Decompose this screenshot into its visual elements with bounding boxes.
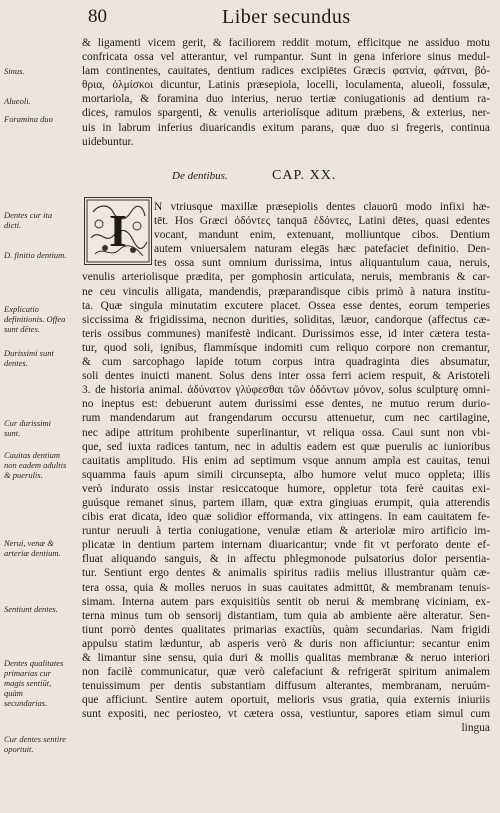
margin-note: Cauitas dentium non eadem adultis & puerulis. [4, 450, 67, 480]
margin-note: Sinus. [4, 66, 25, 76]
margin-note: Cur dentes sentire oportuit. [4, 734, 67, 754]
margin-note: Foramina duo [4, 114, 53, 124]
text-line: uis in labrum inferius diuaricandis exitum parans, quæ duo si fregeris, continua [82, 121, 490, 134]
text-line: ne ceu vinculis alligata, mandendis, præparandisque cibis primò à natura institu- [82, 285, 490, 298]
text-line: plicatæ in dentium partem internam diuaricantur; vnde fit vt perforato dente ef- [82, 539, 490, 552]
text-line: cibis erat dicata, ideo quæ solidior efformanda, vix attingens. In eam cauitatem fe- [82, 511, 490, 524]
text-line: tiunt porrò dentes qualitates primarias exactiùs, quàm secundarias. Nam frigidi [82, 623, 490, 636]
page-number: 80 [88, 6, 107, 27]
margin-note: D. finitio dentium. [4, 250, 67, 260]
text-line: lam continentes, cauitates, dentium radices excipiētes Græcis φατνία, φάτναι, βό- [82, 65, 490, 78]
chapter-body [82, 200, 490, 736]
top-paragraph [82, 36, 490, 149]
text-line: & cum sarcophago lapide totum corpus intra quadraginta dies absumatur, [82, 356, 490, 369]
margin-note: Dentes qualitates primarias cur magis sentiūt, quàm secundarias. [4, 658, 64, 708]
text-line: teris ossibus communes) manifestè indicant. Durissimos esse, id inter cætera testa- [82, 327, 490, 340]
text-line: tera ossa, quia & molles neruos in suas cauitates admittūt, & membranam tenuis- [82, 581, 490, 594]
text-line: terna minus tum ob sensorij distantiam, tum quia ab ambiente aëre alteratur. Sen- [82, 609, 490, 622]
text-line: uidebuntur. [82, 135, 134, 148]
text-line: tur. Sentiunt ergo dentes & animalis spiritus radiis melius illustrantur quàm cæ- [82, 567, 490, 580]
text-line: appulsu statim læduntur, ab asperis verò & duris non afficiuntur: secantur enim [82, 637, 490, 650]
text-line: vocant, mandunt enim, extenuant, molliuntque cibos. Dentium [154, 229, 490, 242]
text-line: sunt expositi, nec periosteo, vt cætera ossa, vestiuntur, sapores etiam simul cum [82, 708, 490, 721]
catchword: lingua [461, 722, 490, 735]
text-line: tēt. Hos Græci ὀδόντες tanquā ἐδόντες, Latini dētes, quasi edentes [154, 215, 490, 228]
margin-note: Explicatio definitionis. Offea sunt dētes. [4, 304, 66, 334]
initial-letter: I [109, 205, 127, 256]
text-line: 3. de historia animal. ἀδύνατον γλύφεσθαι τῶν ὀδόντων μόνον, solus sculpturę omni- [82, 384, 490, 397]
text-line: que, sed iuxta radices tantum, nec in adultis eadem est quæ puerulis ac iunioribus [82, 440, 490, 453]
margin-note: Cur durissimi sunt. [4, 418, 51, 438]
text-line: rum mandendarum aut frangendarum occursu attenuetur, cum nec cartilagine, [82, 412, 490, 425]
text-line: N vtriusque maxillæ præsepiolis dentes clauorū modo infixi hæ- [154, 201, 490, 213]
text-line: soli dentes inuicti manent. Solus dens inter ossa ferri aciem respuit, & Aristoteli [82, 370, 490, 383]
text-line: venulis arteriolisque prædita, per gomphosin articulata, neruis, membranis & car- [82, 271, 490, 284]
text-line: dices, ramulos spargenti, & venulis arteriolísque aditum præbens, & exterius, ner- [82, 107, 490, 120]
running-head: Liber secundus [222, 6, 351, 28]
chapter-heading [82, 168, 490, 186]
text-line: tenuissimum per dentis substantiam diffusum alterantes, membranam, neruúm- [82, 680, 490, 693]
text-line: autem vniuersalem naturam elegās hæc patefaciet definitio. Den- [154, 243, 490, 256]
text-line: nec adipe attritum prohibente superlinantur, vt reliqua ossa. Caui sunt non vbi- [82, 426, 490, 439]
text-line: no ineptus est: debuerunt autem durissimi esse dentes, ne mutuo rerum durio- [82, 398, 490, 411]
text-line: tes ossa sunt omnium durissima, intus aliquantulum caua, neruis, [154, 257, 490, 270]
page-header [70, 6, 490, 36]
chapter-subject: De dentibus. [172, 170, 228, 182]
text-line: cauitatis amplitudo. His enim ad septimum vsque annum ampla est cauitas, tenui [82, 454, 490, 467]
text-line: guúsque remanet sinus, partem illam, quæ extra gingiuas erumpit, quia atterendis [82, 496, 490, 509]
margin-note: Nerui, venæ & arteriæ dentium. [4, 538, 61, 558]
text-line: & limantur sine sensu, quia duri & mollis qualitas membranæ & neruo interiori [82, 652, 490, 664]
margin-note: Sentiunt dentes. [4, 604, 58, 614]
margin-note: Alueoli. [4, 96, 31, 106]
chapter-number: CAP. XX. [272, 168, 337, 183]
text-line: θρια, ὁλμίσκοι dicuntur, Latinis præsepiola, locelli, loculamenta, alueoli, fossulæ, [82, 79, 490, 92]
text-line: simam. Interna autem pars exquisitiùs sentit ob nerui & membranę viciniam, ex- [82, 595, 490, 608]
text-line: squamma fauis apum simili circunsepta, albo humore velut muco oppleta; illis [82, 468, 490, 481]
margin-note: Dentes cur ita dicti. [4, 210, 53, 230]
text-line: runtur neruuli à tertia coniugatione, venulæ etiam & arteriolæ miro artificio im- [82, 525, 490, 538]
text-line: mortariola, & foramina duo interius, neruo tertiæ coniugationis ad dentium ra- [82, 93, 490, 106]
text-line: fluat aliquando sanguis, & in affectu phlegmonode pulsatorius dolor persentia- [82, 553, 490, 566]
text-line: ta. Quæ singula minutatim excutere placet. Ossea esse dentes, eorum temperies [82, 299, 490, 312]
text-line: que afficiunt. Sentire autem oportuit, melioris vsus gratia, quia externis iniuriis [82, 694, 490, 707]
margin-note: Durissimi sunt dentes. [4, 348, 54, 368]
text-line: siccissima & frigidissima, necnon durities, soliditas, læuor, candorque (affectus cæ- [82, 313, 490, 326]
indented-block [82, 200, 490, 256]
text-line: tur, quod soli, ignibus, flammísque indomiti cum reliquo corpore non cremantur, [82, 341, 490, 354]
text-line: verò indurato ossis instar resiccatoque humore, oppletur tota ferè cauitas exi- [82, 482, 490, 495]
text-line: non facilè communicatur, quæ verò calefaciunt & refrigerāt spiritum animalem [82, 666, 490, 679]
text-line: & ligamenti vicem gerit, & faciliorem reddit motum, efficitque ne assiduo motu [82, 37, 490, 49]
text-line: confricata ossa vel atterantur, vel rumpantur. Sunt in gena inferiore sinus medul- [82, 51, 490, 64]
